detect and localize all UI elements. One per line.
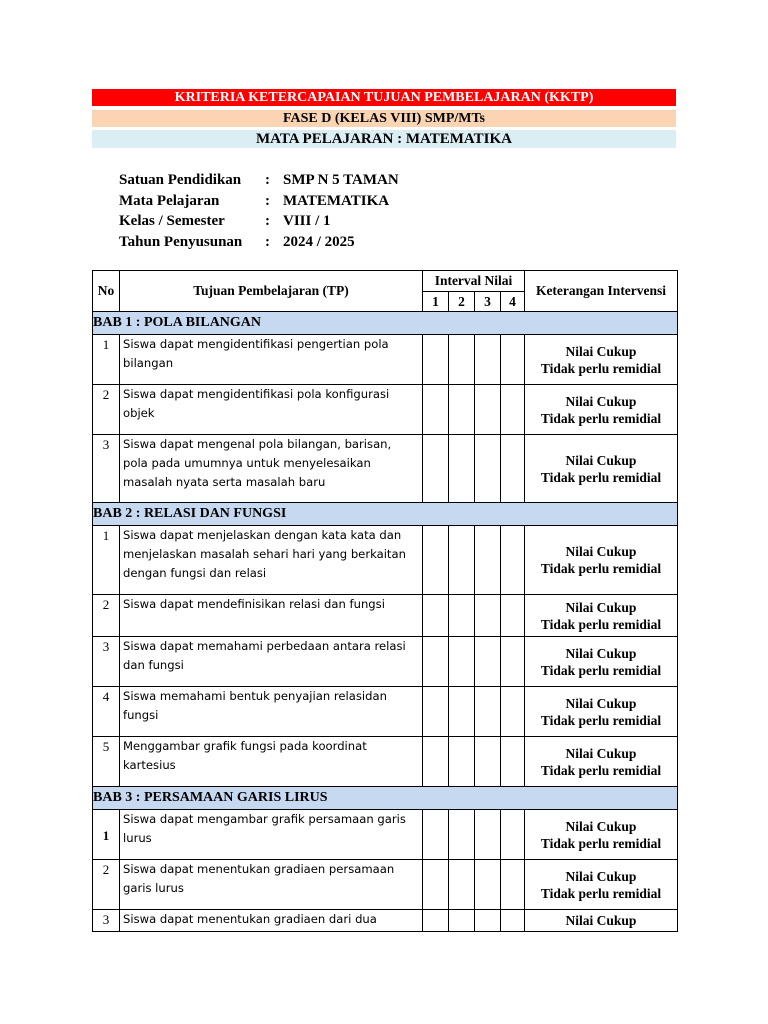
score-status: Nilai Cukup xyxy=(565,393,637,409)
interval-cell xyxy=(449,435,475,503)
intervention-note xyxy=(525,595,678,637)
interval-cell xyxy=(501,687,525,737)
chapter-heading: BAB 1 : POLA BILANGAN xyxy=(93,312,678,335)
interval-cell xyxy=(475,526,501,595)
chapter-heading: BAB 2 : RELASI DAN FUNGSI xyxy=(93,503,678,526)
remedial-status: Tidak perlu remidial xyxy=(540,561,662,576)
intervention-note xyxy=(525,637,678,687)
info-value: VIII / 1 xyxy=(283,213,331,230)
intervention-note xyxy=(525,526,678,595)
header-interval-1: 1 xyxy=(423,292,449,312)
remedial-status: Tidak perlu remidial xyxy=(540,662,662,678)
interval-cell xyxy=(423,526,449,595)
header-no: No xyxy=(93,271,120,312)
interval-cell xyxy=(449,910,475,932)
interval-cell xyxy=(449,637,475,687)
score-status: Nilai Cukup xyxy=(565,645,637,661)
interval-cell xyxy=(475,637,501,687)
interval-cell xyxy=(423,810,449,860)
interval-cell xyxy=(423,435,449,503)
interval-cell xyxy=(475,737,501,787)
score-status: Nilai Cukup xyxy=(565,745,637,761)
learning-objective: Siswa dapat menentukan gradiaen persamaan garis lurus xyxy=(120,860,423,910)
table-row xyxy=(93,526,678,595)
learning-objective: Siswa dapat mengidentifikasi pengertian pola bilangan xyxy=(120,335,423,385)
intervention-note xyxy=(525,860,678,910)
interval-cell xyxy=(475,595,501,637)
row-number: 3 xyxy=(93,910,120,932)
phase-banner: FASE D (KELAS VIII) SMP/MTs xyxy=(92,110,676,127)
table-row xyxy=(93,335,678,385)
remedial-status: Tidak perlu remidial xyxy=(540,360,662,376)
interval-cell xyxy=(449,335,475,385)
interval-cell xyxy=(475,910,501,932)
interval-cell xyxy=(449,595,475,637)
interval-cell xyxy=(501,810,525,860)
interval-cell xyxy=(501,595,525,637)
remedial-status: Tidak perlu remidial xyxy=(540,835,662,851)
learning-objective: Siswa dapat menentukan gradiaen dari dua xyxy=(120,910,423,932)
row-number: 1 xyxy=(93,810,120,860)
interval-cell xyxy=(501,910,525,932)
row-number: 2 xyxy=(93,385,120,435)
table-row xyxy=(93,860,678,910)
interval-cell xyxy=(475,385,501,435)
learning-objective: Siswa dapat mengenal pola bilangan, barisan, pola pada umumnya untuk menyelesaikan masalah nyata serta masalah baru xyxy=(120,435,423,503)
learning-objective: Siswa memahami bentuk penyajian relasidan fungsi xyxy=(120,687,423,737)
info-colon: : xyxy=(265,172,270,188)
score-status: Nilai Cukup xyxy=(565,695,637,711)
interval-cell xyxy=(475,435,501,503)
score-status: Nilai Cukup xyxy=(565,868,637,884)
intervention-note xyxy=(525,687,678,737)
interval-cell xyxy=(501,435,525,503)
learning-objective: Menggambar grafik fungsi pada koordinat kartesius xyxy=(120,737,423,787)
remedial-status: Tidak perlu remidial xyxy=(540,469,662,485)
row-number: 1 xyxy=(93,335,120,385)
header-interval-2: 2 xyxy=(449,292,475,312)
interval-cell xyxy=(501,737,525,787)
row-number: 2 xyxy=(93,595,120,637)
intervention-note xyxy=(525,810,678,860)
score-status: Nilai Cukup xyxy=(565,818,637,834)
intervention-note xyxy=(525,435,678,503)
table-row xyxy=(93,910,678,932)
row-number: 5 xyxy=(93,737,120,787)
remedial-status: Tidak perlu remidial xyxy=(540,762,662,778)
interval-cell xyxy=(423,385,449,435)
kktp-table xyxy=(92,270,678,932)
intervention-note xyxy=(525,335,678,385)
interval-cell xyxy=(423,595,449,637)
interval-cell xyxy=(423,687,449,737)
interval-cell xyxy=(423,910,449,932)
learning-objective: Siswa dapat mengidentifikasi pola konfigurasi objek xyxy=(120,385,423,435)
score-status: Nilai Cukup xyxy=(565,544,637,559)
row-number: 3 xyxy=(93,435,120,503)
intervention-note xyxy=(525,385,678,435)
info-colon: : xyxy=(265,234,270,251)
header-ket: Keterangan Intervensi xyxy=(525,271,678,312)
info-row-subject xyxy=(119,191,399,212)
interval-cell xyxy=(501,526,525,595)
interval-cell xyxy=(449,810,475,860)
row-number: 1 xyxy=(93,526,120,595)
info-colon: : xyxy=(265,213,270,230)
info-label: Tahun Penyusunan xyxy=(119,234,243,251)
info-row-class xyxy=(119,211,399,232)
row-number: 2 xyxy=(93,860,120,910)
interval-cell xyxy=(449,737,475,787)
interval-cell xyxy=(423,637,449,687)
learning-objective: Siswa dapat memahami perbedaan antara relasi dan fungsi xyxy=(120,637,423,687)
score-status: Nilai Cukup xyxy=(565,913,637,928)
interval-cell xyxy=(449,860,475,910)
intervention-note xyxy=(525,737,678,787)
table-row xyxy=(93,687,678,737)
interval-cell xyxy=(475,687,501,737)
info-value: MATEMATIKA xyxy=(283,192,390,209)
info-label: Kelas / Semester xyxy=(119,213,225,230)
learning-objective: Siswa dapat menjelaskan dengan kata kata dan menjelaskan masalah sehari hari yang berkaitan dengan fungsi dan relasi xyxy=(120,526,423,595)
interval-cell xyxy=(449,526,475,595)
interval-cell xyxy=(449,385,475,435)
interval-cell xyxy=(501,637,525,687)
info-colon: : xyxy=(265,192,270,209)
interval-cell xyxy=(423,860,449,910)
interval-cell xyxy=(475,810,501,860)
info-row-school xyxy=(119,170,399,191)
header-interval-4: 4 xyxy=(501,292,525,312)
header-interval-3: 3 xyxy=(475,292,501,312)
remedial-status: Tidak perlu remidial xyxy=(540,616,662,632)
interval-cell xyxy=(449,687,475,737)
row-number: 3 xyxy=(93,637,120,687)
table-row xyxy=(93,435,678,503)
row-number: 4 xyxy=(93,687,120,737)
interval-cell xyxy=(475,860,501,910)
subject-banner: MATA PELAJARAN : MATEMATIKA xyxy=(92,130,676,148)
info-label: Satuan Pendidikan xyxy=(119,172,242,188)
header-interval: Interval Nilai xyxy=(423,271,525,292)
info-value: 2024 / 2025 xyxy=(283,234,355,251)
table-row xyxy=(93,385,678,435)
intervention-note xyxy=(525,910,678,932)
info-row-year xyxy=(119,232,399,253)
interval-cell xyxy=(501,385,525,435)
interval-cell xyxy=(423,335,449,385)
document-title-banner: KRITERIA KETERCAPAIAN TUJUAN PEMBELAJARAN (KKTP) xyxy=(92,89,676,106)
table-row xyxy=(93,737,678,787)
info-value: SMP N 5 TAMAN xyxy=(283,172,399,188)
chapter-heading: BAB 3 : PERSAMAAN GARIS LIRUS xyxy=(93,787,678,810)
interval-cell xyxy=(501,860,525,910)
remedial-status: Tidak perlu remidial xyxy=(540,712,662,728)
score-status: Nilai Cukup xyxy=(565,599,637,615)
interval-cell xyxy=(501,335,525,385)
table-row xyxy=(93,637,678,687)
header-tp: Tujuan Pembelajaran (TP) xyxy=(120,271,423,312)
remedial-status: Tidak perlu remidial xyxy=(540,410,662,426)
school-info-block xyxy=(119,170,399,253)
table-row xyxy=(93,810,678,860)
score-status: Nilai Cukup xyxy=(565,343,637,359)
remedial-status: Tidak perlu remidial xyxy=(540,885,662,901)
learning-objective: Siswa dapat mendefinisikan relasi dan fungsi xyxy=(120,595,423,637)
learning-objective: Siswa dapat mengambar grafik persamaan garis lurus xyxy=(120,810,423,860)
interval-cell xyxy=(475,335,501,385)
interval-cell xyxy=(423,737,449,787)
score-status: Nilai Cukup xyxy=(565,452,637,468)
table-row xyxy=(93,595,678,637)
info-label: Mata Pelajaran xyxy=(119,192,220,209)
